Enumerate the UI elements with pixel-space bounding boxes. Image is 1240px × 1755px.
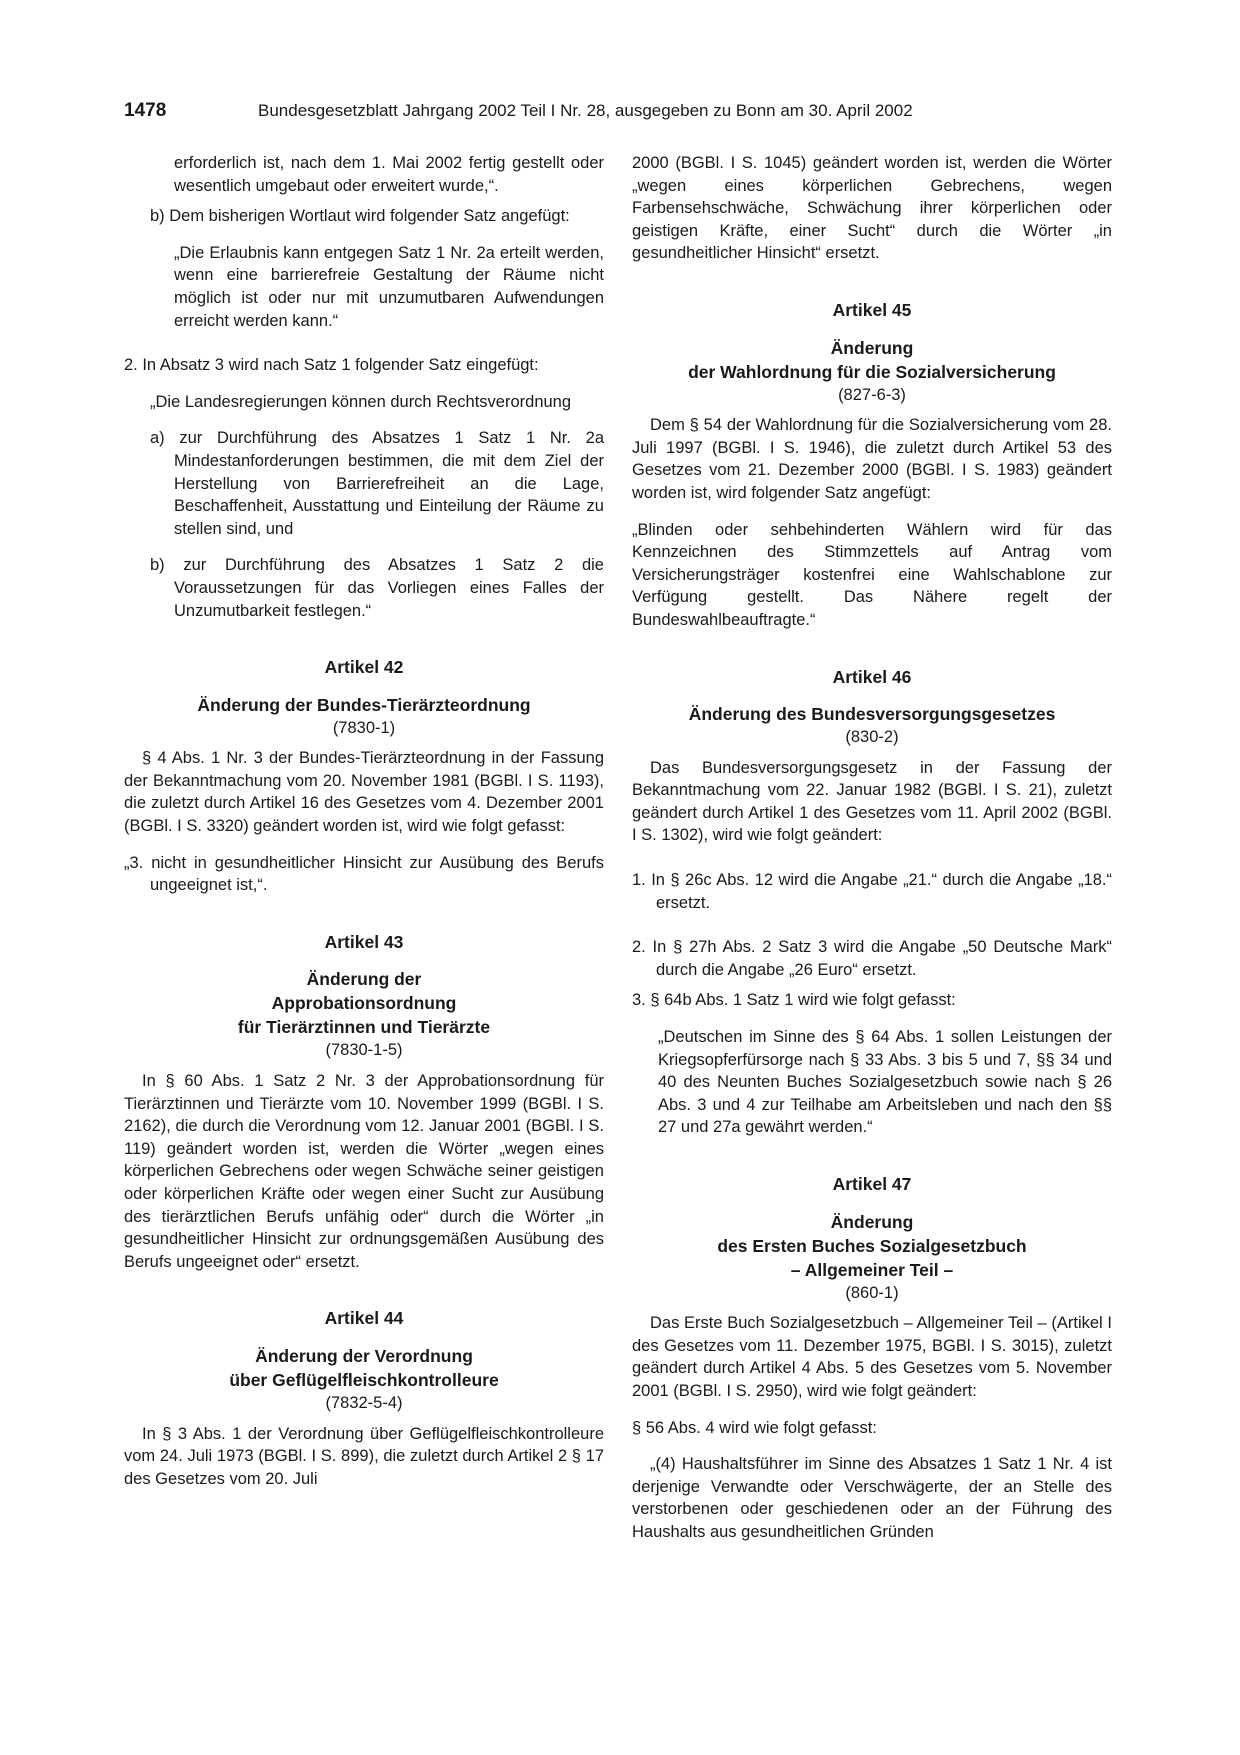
left-column <box>124 152 604 1490</box>
quoted-text: „Die Landesregierungen können durch Rechtsverordnung <box>150 392 572 411</box>
article-title: des Ersten Buches Sozialgesetzbuch <box>717 1235 1027 1256</box>
list-item: 1. In § 26c Abs. 12 wird die Angabe „21.“ durch die Angabe „18.“ ersetzt. <box>632 871 1112 912</box>
article-title: – Allgemeiner Teil – <box>790 1259 954 1280</box>
list-item: b) Dem bisherigen Wortlaut wird folgender Satz angefügt: <box>150 207 570 226</box>
article-text: § 56 Abs. 4 wird wie folgt gefasst: <box>632 1418 877 1437</box>
fna-number: (7832-5-4) <box>325 1393 403 1412</box>
running-header: Bundesgesetzblatt Jahrgang 2002 Teil I Nr. 28, ausgegeben zu Bonn am 30. April 2002 <box>258 101 913 120</box>
fna-number: (7830-1-5) <box>325 1041 403 1060</box>
continued-paragraph: erforderlich ist, nach dem 1. Mai 2002 fertig gestellt oder wesentlich umgebaut oder erweitert wurde,“. <box>174 154 604 195</box>
article-title: Änderung der <box>306 969 422 990</box>
article-text: Das Bundesversorgungsgesetz in der Fassung der Bekanntmachung vom 22. Januar 1982 (BGBl. I S. 21), zuletzt geändert durch Artikel 1 des Gesetzes vom 11. April 2002 (BGBl. I S. 1302), wird wie folgt geändert: <box>632 758 1112 845</box>
article-text: In § 60 Abs. 1 Satz 2 Nr. 3 der Approbationsordnung für Tierärztinnen und Tierärzte vom 10. November 1999 (BGBl. I S. 2162), die durch die Verordnung vom 12. Januar 2001 (BGBl. I S. 119) geändert worden ist, werden die Wörter „wegen eines körperlichen Gebrechens oder wegen Schwäche seiner geistigen oder körperlichen Kräfte oder wegen einer Sucht zur Ausübung des tierärztlichen Berufs unfähig oder“ durch die Wörter „in gesundheitlicher Hinsicht zur ordnungsgemäßen Ausübung des Berufs ungeeignet oder“ ersetzt. <box>124 1072 604 1271</box>
article-text: § 4 Abs. 1 Nr. 3 der Bundes-Tierärzteordnung in der Fassung der Bekanntmachung vom 20. November 1981 (BGBl. I S. 1193), die zuletzt durch Artikel 16 des Gesetzes vom 4. Dezember 2001 (BGBl. I S. 3320) geändert worden ist, wird wie folgt gefasst: <box>124 749 604 836</box>
fna-number: (7830-1) <box>332 718 396 737</box>
article-heading: Artikel 47 <box>832 1174 912 1194</box>
quoted-text: „(4) Haushaltsführer im Sinne des Absatzes 1 Satz 1 Nr. 4 ist derjenige Verwandte oder Verschwägerte, der an Stelle des verstorbenen oder geschiedenen oder an der Führung des Haushalts aus gesundheitlichen Gründen <box>632 1455 1112 1541</box>
article-title: Änderung <box>830 337 914 358</box>
list-item: b) zur Durchführung des Absatzes 1 Satz 2 die Voraussetzungen für das Vorliegen eines Falles der Unzumutbarkeit festlegen.“ <box>150 556 604 620</box>
article-heading: Artikel 43 <box>324 931 404 952</box>
quoted-text: „3. nicht in gesundheitlicher Hinsicht zur Ausübung des Berufs ungeeignet ist,“. <box>124 853 604 895</box>
list-item: 2. In § 27h Abs. 2 Satz 3 wird die Angabe „50 Deutsche Mark“ durch die Angabe „26 Euro“ ersetzt. <box>632 938 1112 979</box>
article-title: Änderung der Verordnung <box>255 1345 473 1366</box>
article-heading: Artikel 46 <box>832 666 912 687</box>
continued-paragraph: 2000 (BGBl. I S. 1045) geändert worden ist, werden die Wörter „wegen eines körperlichen Gebrechens, wegen Farbensehschwäche, Schwächung ihrer körperlichen oder geistigen Kräfte, einer Sucht“ durch die Wörter „in gesundheitlicher Hinsicht“ ersetzt. <box>632 154 1112 263</box>
list-item: a) zur Durchführung des Absatzes 1 Satz 1 Nr. 2a Mindestanforderungen bestimmen, die mit dem Ziel der Herstellung von Barrierefreiheit an die Lage, Beschaffenheit, Ausstattung und Einteilung der Räume zu stellen sind, und <box>150 429 604 538</box>
quoted-text: „Blinden oder sehbehinderten Wählern wird für das Kennzeichnen des Stimmzettels auf Antrag vom Versicherungsträger kostenfrei eine Wahlschablone zur Verfügung gestellt. Das Nähere regelt der Bundeswahlbeauftragte.“ <box>632 520 1112 629</box>
article-text: In § 3 Abs. 1 der Verordnung über Geflügelfleischkontrolleure vom 24. Juli 1973 (BGBl. I S. 899), die zuletzt durch Artikel 2 § 17 des Gesetzes vom 20. Juli <box>124 1424 604 1488</box>
quoted-text: „Die Erlaubnis kann entgegen Satz 1 Nr. 2a erteilt werden, wenn eine barrierefreie Gestaltung der Räume nicht möglich ist oder nur mit unzumutbaren Aufwendungen erreicht werden kann.“ <box>174 243 604 330</box>
fna-number: (827-6-3) <box>838 385 906 404</box>
list-item: 2. In Absatz 3 wird nach Satz 1 folgender Satz eingefügt: <box>124 356 539 375</box>
article-text: Dem § 54 der Wahlordnung für die Sozialversicherung vom 28. Juli 1997 (BGBl. I S. 1946), die zuletzt durch Artikel 53 des Gesetzes vom 21. Dezember 2000 (BGBl. I S. 1983) geändert worden ist, wird folgender Satz angefügt: <box>632 416 1112 502</box>
article-heading: Artikel 45 <box>832 299 912 320</box>
article-title: Approbationsordnung <box>271 993 457 1014</box>
fna-number: (830-2) <box>845 728 899 747</box>
article-title: Änderung des Bundesversorgungsgesetzes <box>688 704 1056 725</box>
article-heading: Artikel 42 <box>324 657 404 678</box>
article-title: der Wahlordnung für die Sozialversicherung <box>688 361 1056 382</box>
article-title: für Tierärztinnen und Tierärzte <box>237 1017 491 1038</box>
page-number: 1478 <box>124 100 167 121</box>
article-title: über Geflügelfleischkontrolleure <box>229 1369 499 1390</box>
quoted-text: „Deutschen im Sinne des § 64 Abs. 1 sollen Leistungen der Kriegsopferfürsorge nach § 33 Abs. 3 bis 5 und 7, §§ 34 und 40 des Neunten Buches Sozialgesetzbuch sowie nach § 26 Abs. 3 und 4 zur Teilhabe am Arbeitsleben und nach den §§ 27 und 27a gewährt werden.“ <box>658 1028 1112 1137</box>
article-heading: Artikel 44 <box>324 1308 404 1329</box>
list-item: 3. § 64b Abs. 1 Satz 1 wird wie folgt gefasst: <box>632 991 956 1010</box>
article-text: Das Erste Buch Sozialgesetzbuch – Allgemeiner Teil – (Artikel I des Gesetzes vom 11. Dezember 1975, BGBl. I S. 3015), zuletzt geändert durch Artikel 4 Abs. 5 des Gesetzes vom 5. November 2001 (BGBl. I S. 2950), wird wie folgt geändert: <box>632 1314 1112 1400</box>
article-title: Änderung der Bundes-Tierärzteordnung <box>197 694 531 715</box>
fna-number: (860-1) <box>845 1283 899 1302</box>
right-column <box>632 152 1112 1544</box>
article-title: Änderung <box>830 1211 914 1232</box>
